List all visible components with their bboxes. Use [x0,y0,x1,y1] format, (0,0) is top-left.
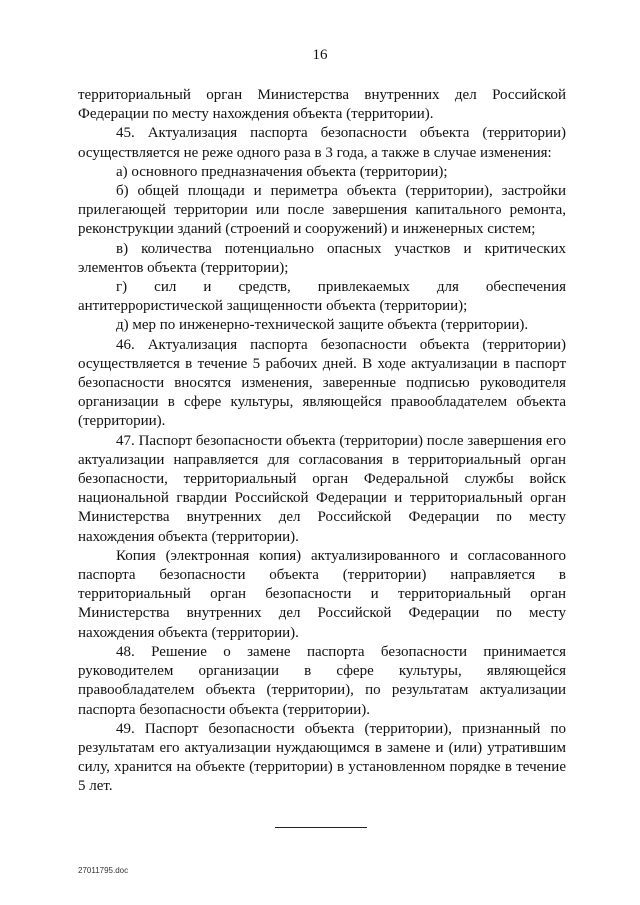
paragraph-continuation: территориальный орган Министерства внутренних дел Российской Федерации по месту нахождения объекта (территории). [78,87,566,123]
paragraph-45: 45. Актуализация паспорта безопасности объекта (территории) осуществляется не реже одного раза в 3 года, а также в случае изменения: [78,125,566,161]
list-item-v: в) количества потенциально опасных участков и критических элементов объекта (территории); [78,240,566,276]
list-item-b: б) общей площади и периметра объекта (территории), застройки прилегающей территории или после завершения капитального ремонта, реконструкции зданий (строений и сооружений) и инженерных систем; [78,183,566,238]
paragraph-49: 49. Паспорт безопасности объекта (территории), признанный по результатам его актуализации нуждающимся в замене и (или) утратившим силу, хранится на объекте (территории) в установленном порядке в течение 5 лет. [78,720,566,795]
document-body [78,86,566,797]
paragraph-48: 48. Решение о замене паспорта безопасности принимается руководителем организации в сфере культуры, являющейся правообладателем объекта (территории), по результатам актуализации паспорта безопасности объекта (территории). [78,643,566,718]
footer-file-code: 27011795.doc [78,866,129,875]
end-of-text-rule [275,827,367,828]
page-number: 16 [312,47,328,63]
paragraph-46: 46. Актуализация паспорта безопасности объекта (территории) осуществляется в течение 5 рабочих дней. В ходе актуализации в паспорт безопасности вносятся изменения, заверенные подписью руководителя организации в сфере культуры, являющейся правообладателем объекта (территории). [78,336,566,430]
list-item-d: д) мер по инженерно-технической защите объекта (территории). [116,317,529,334]
paragraph-copy: Копия (электронная копия) актуализированного и согласованного паспорта безопасности объекта (территории) направляется в территориальный орган безопасности и территориальный орган Министерства внутренних дел Российской Федерации по месту нахождения объекта (территории). [78,547,566,641]
list-item-a: а) основного предназначения объекта (территории); [116,163,448,180]
list-item-g: г) сил и средств, привлекаемых для обеспечения антитеррористической защищенности объекта (территории); [78,279,566,315]
paragraph-47: 47. Паспорт безопасности объекта (территории) после завершения его актуализации направляется для согласования в территориальный орган безопасности, территориальный орган Федеральной службы войск национальной гвардии Российской Федерации и территориальный орган Министерства внутренних дел Российской Федерации по месту нахождения объекта (территории). [78,432,566,545]
